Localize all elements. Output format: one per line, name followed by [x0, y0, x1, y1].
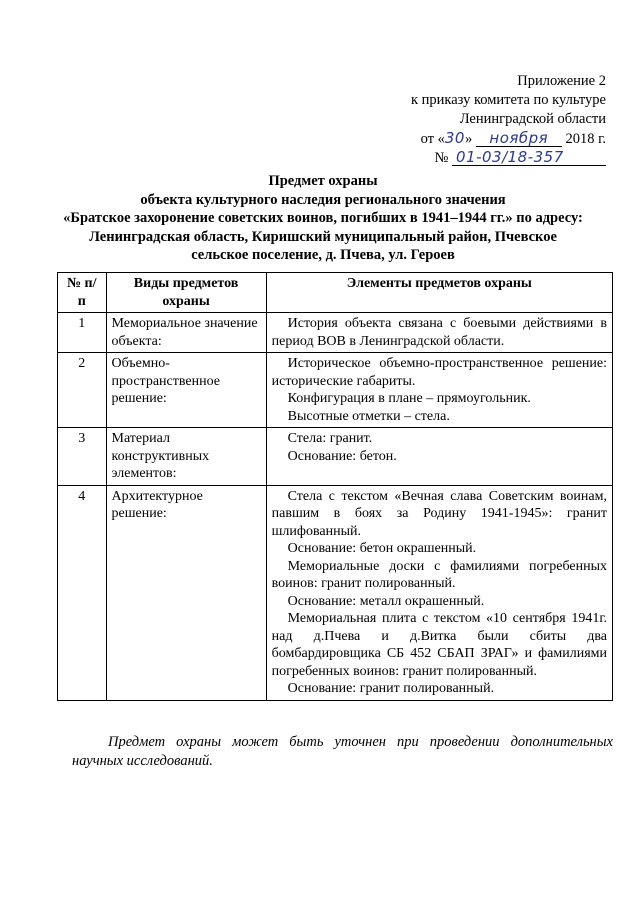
- title-line-1: Предмет охраны: [268, 173, 378, 189]
- footnote: Предмет охраны может быть уточнен при проведении дополнительных научных исследований.: [72, 734, 613, 769]
- row-type: Объемно-пространственное решение:: [106, 353, 266, 428]
- element-paragraph: Основание: бетон окрашенный.: [287, 541, 477, 556]
- title-line-3: «Братское захоронение советских воинов, погибших в 1941–1944 гг.» по адресу:: [63, 210, 583, 226]
- table-row: [58, 428, 613, 486]
- row-type: Мемориальное значение объекта:: [106, 313, 266, 353]
- row-num: 1: [58, 313, 107, 353]
- appendix-date-line: [306, 129, 606, 149]
- element-paragraph: Историческое объемно-пространственное решение: исторические габариты.: [271, 356, 607, 389]
- table-row: [58, 485, 613, 700]
- table-header-row: [58, 273, 613, 313]
- appendix-number-line: [306, 149, 606, 168]
- appendix-header: [306, 72, 606, 168]
- element-paragraph: Основание: металл окрашенный.: [287, 593, 485, 609]
- date-year: 2018 г.: [561, 131, 606, 147]
- element-paragraph: Высотные отметки – стела.: [287, 408, 450, 424]
- appendix-line-1: Приложение 2: [517, 73, 606, 89]
- title-line-5: сельское поселение, д. Пчева, ул. Героев: [191, 247, 455, 263]
- handwritten-month: ноября: [476, 130, 562, 147]
- element-paragraph: Стела с текстом «Вечная слава Советским воинам, павшим в боях за Родину 1941-1945»: гранит шлифованный.: [271, 488, 607, 539]
- document-title: [40, 172, 606, 265]
- appendix-line-3: Ленинградской области: [459, 111, 606, 127]
- date-prefix: от «: [420, 131, 445, 147]
- number-prefix: №: [434, 150, 452, 166]
- title-line-4: Ленинградская область, Киришский муниципальный район, Пчевское: [89, 228, 557, 245]
- element-paragraph: История объекта связана с боевыми действиями в период ВОВ в Ленинградской области.: [271, 316, 607, 349]
- handwritten-number: 01-03/18-357: [452, 149, 606, 166]
- protection-table: [57, 272, 613, 701]
- table-row: [58, 353, 613, 428]
- element-paragraph: Основание: гранит полированный.: [287, 681, 495, 696]
- element-paragraph: Мемориальная плита с текстом «10 сентября 1941г. над д.Пчева и д.Витка были сбиты два бомбардировщика СБ 452 СБАП ЗРАГ» и фамилиями погребенных воинов: гранит полированный.: [271, 611, 607, 679]
- row-type: Материал конструктивных элементов:: [106, 428, 266, 486]
- row-num: 2: [58, 353, 107, 428]
- date-mid: »: [464, 131, 476, 147]
- table-row: [58, 313, 613, 353]
- row-elements: [266, 353, 612, 428]
- header-num: № п/п: [58, 273, 107, 313]
- row-num: 3: [58, 428, 107, 486]
- appendix-line-2: к приказу комитета по культуре: [410, 92, 606, 108]
- row-elements: [266, 485, 612, 700]
- element-paragraph: Конфигурация в плане – прямоугольник.: [287, 391, 531, 406]
- element-paragraph: Стела: гранит.: [287, 431, 373, 446]
- header-elements: Элементы предметов охраны: [266, 273, 612, 313]
- element-paragraph: Основание: бетон.: [287, 448, 397, 464]
- row-type: Архитектурное решение:: [106, 485, 266, 700]
- title-line-2: объекта культурного наследия регионального значения: [140, 191, 506, 208]
- row-elements: [266, 313, 612, 353]
- element-paragraph: Мемориальные доски с фамилиями погребенных воинов: гранит полированный.: [271, 558, 607, 591]
- row-elements: [266, 428, 612, 486]
- row-num: 4: [58, 485, 107, 700]
- header-type: Виды предметов охраны: [106, 273, 266, 313]
- handwritten-day: 30: [444, 129, 465, 147]
